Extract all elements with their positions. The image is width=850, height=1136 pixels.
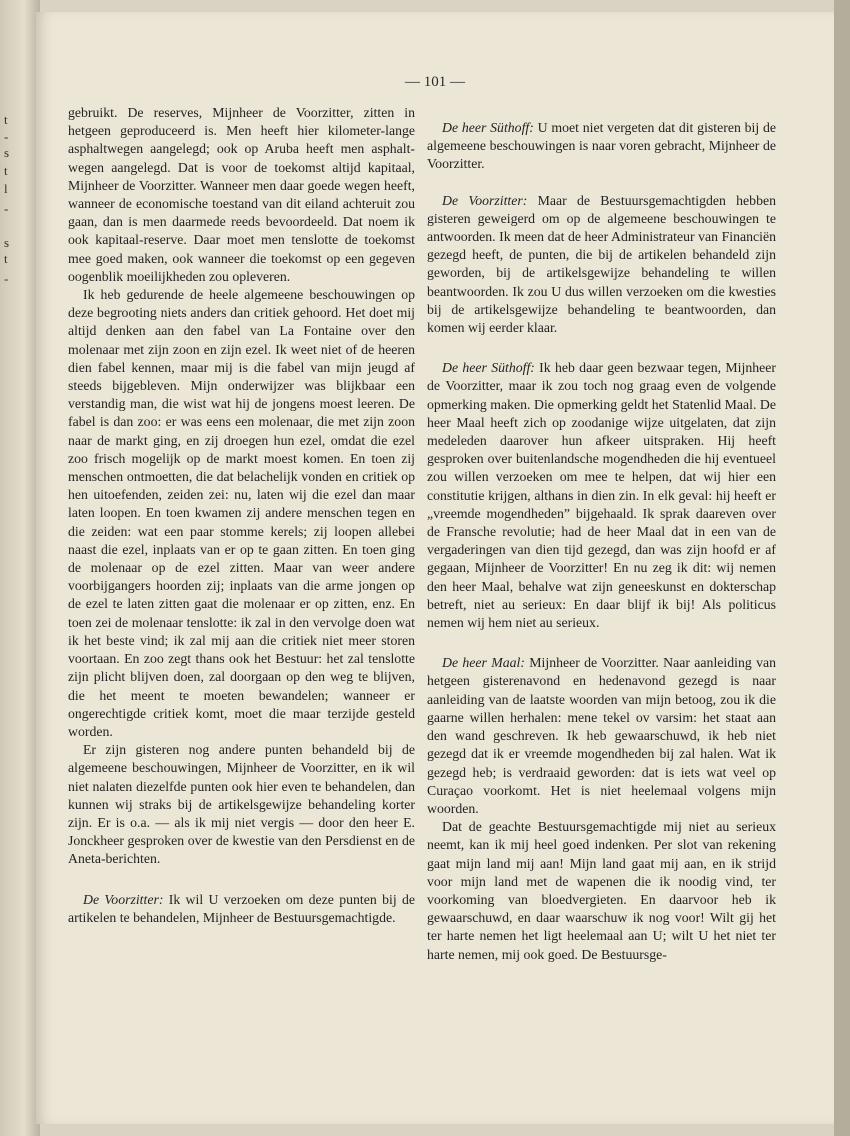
margin-fragment: t: [4, 251, 8, 266]
page-number: — 101 —: [405, 74, 465, 90]
speech-paragraph: [427, 192, 776, 338]
speaker-name: De heer Maal:: [442, 655, 525, 671]
margin-fragment: -: [4, 129, 9, 144]
margin-fragment: l: [4, 181, 8, 196]
speech-text: Ik heb daar geen bezwaar tegen, Mijnheer de Voorzitter, maar ik zou toch nog graag even de volgende opmerking maken. Die opmerking geldt het Statenlid Maal. De heer Maal heeft zich op zoodanige wijze uitgelaten, dat zijn medeleden daarover hun afkeer uitspraken. Hij heeft gesproken over buitenlandsche mogendheden die hij eventueel zou willen verzoeken om mee te helpen, dat wij hier een constitutie krijgen, althans in dien zin. In elk geval: hij heeft er „vreemde mogendheden” bijgehaald. Ik sprak daareven over de Fransche revolutie; had de heer Maal dat in een van de vergaderingen van dien tijd gezegd, dan was zijn hoofd er af gegaan, Mijnheer de Voorzitter! En nu zeg ik dit: wij nemen den heer Maal, behalve wat zijn geneeskunst en dokterschap betreft, niet au serieux: En daar blijf ik bij! Als politicus nemen wij hem niet au serieux.: [427, 360, 776, 631]
speech-text: Mijnheer de Voorzitter. Naar aanleiding van hetgeen gisterenavond en hedenavond gezegd is naar aanleiding van de laatste woorden van mijn betoog, zou ik die gaarne willen herhalen: mene tekel ov varsim: het staat aan den wand geschreven. Ik heb gewaarschuwd, ik heb niet gezegd dat ik er vreemde mogendheden bij zal halen. Wat ik gezegd heb; is verdraaid geworden: dat is iets wat veel op Curaçao voorkomt. Het is niet heelemaal volgens mijn woorden.: [427, 655, 776, 816]
paragraph: Dat de geachte Bestuursgemachtigde mij niet au serieux neemt, kan ik mij heel goed indenken. Per slot van rekening gaat mijn land mij aan! Mijn land gaat mij aan, en ik strijd voor mijn land met de wapenen die ik noodig vind, ter voorkoming van bloedvergieten. En daarvoor heb ik gewaarschuwd, en daar waarschuw ik nog voor! Wilt gij het ter harte nemen het ligt heelemaal aan U; wilt U het niet ter harte nemen, mij ook goed. De Bestuursge-: [427, 819, 776, 962]
speaker-name: De heer Süthoff:: [442, 120, 534, 135]
margin-fragment: -: [4, 271, 9, 286]
speech-text: Ik wil U verzoeken om deze punten bij de artikelen te behandelen, Mijnheer de Bestuursgemachtigde.: [68, 891, 415, 925]
margin-fragment: t: [4, 112, 8, 127]
paragraph: Ik heb gedurende de heele algemeene beschouwingen op deze begrooting niets anders dan critiek gehoord. Het doet mij altijd denken aan den fabel van La Fontaine over den molenaar met zijn zoon en zijn ezel. Ik weet niet of de heeren dien fabel kennen, maar mij is die fabel van mijn jeugd af steeds bijgebleven. Mijn onderwijzer was blijkbaar een verstandig man, die wist wat hij de jongens moest leeren. De fabel is dan zoo: er was eens een molenaar, die met zijn zoon naar de markt ging, en zij droegen hun ezel, omdat die ezel zoo frisch mogelijk op de markt moest komen. En toen zij menschen ontmoetten, die dat belachelijk vonden en critiek op hen uitoefenden, zeiden zei: nu, laten wij die ezel dan maar laten loopen. En toen kwamen zij andere menschen tegen en die zeiden: wat een paar stomme kerels; zij loopen allebei naast die ezel, inplaats van er op te gaan zitten. En toen ging de molenaar op de ezel zitten. Maar van weer andere voorbijgangers hoorden zij; inplaats van die arme jongen op de ezel te laten zitten gaat die molenaar er op zitten, enz. En toen zei de molenaar tenslotte: ik zal in den vervolge doen wat ik het beste vind; ik zal mij aan die critiek niet meer storen voortaan. En zoo zegt thans ook het Bestuur: het zal tenslotte zijn plicht blijven doen, zal doorgaan op den weg te blijven, die het meent te moeten bewandelen; wanneer er ongerechtigde critiek komt, moet die maar terzijde gesteld worden.: [68, 287, 415, 739]
left-column: [68, 104, 415, 927]
speaker-name: De heer Süthoff:: [442, 360, 535, 376]
previous-page-edge: [0, 0, 40, 1136]
margin-fragment: s: [4, 235, 10, 250]
document-page: [36, 12, 834, 1124]
speech-text: U moet niet vergeten dat dit gisteren bij de algemeene beschouwingen is naar voren gebracht, Mijnheer de Voorzitter.: [427, 120, 776, 172]
speech-paragraph: [427, 119, 776, 174]
scan-background-edge: [834, 0, 850, 1136]
speech-paragraph: [68, 891, 415, 927]
margin-fragment: t: [4, 163, 8, 178]
speech-paragraph: [427, 654, 776, 818]
speaker-name: De Voorzitter:: [83, 891, 164, 907]
paragraph: gebruikt. De reserves, Mijnheer de Voorzitter, zitten in hetgeen geproduceerd is. Men heeft hier kilometer-lange asphaltwegen aangelegd; ook op Aruba heeft men asphalt-wegen aangelegd. Dat is voor de toekomst altijd kapitaal, Mijnheer de Voorzitter. Wanneer men daar goede wegen heeft, wanneer de economische toestand van dit eiland achteruit zou gaan, dan is men daarmede reeds bevoordeeld. Dat noem ik ook kapitaal-reserve. Daar moet men tenslotte de toekomst mee goed maken, ook wanneer die toekomst op een gegeven oogenblik moeilijkheden zou opleveren.: [68, 105, 415, 284]
speech-text: Maar de Bestuursgemachtigden hebben gisteren geweigerd om op de algemeene beschouwingen te antwoorden. Ik meen dat de heer Administrateur van Financiën gezegd heeft, de punten, die bij de artikelen behandeld zijn geworden, bij de artikelsgewijze behandeling te willen beantwoorden. Ik zou U dus willen verzoeken om die kwesties bij de artikelsgewijze behandeling te beantwoorden, dan komen wij eerder klaar.: [427, 192, 776, 336]
margin-fragment: s: [4, 145, 10, 160]
speaker-name: De Voorzitter:: [442, 192, 528, 208]
paragraph: Er zijn gisteren nog andere punten behandeld bij de algemeene beschouwingen, Mijnheer de Voorzitter, en ik wil niet nalaten diezelfde punten ook hier even te behandelen, dan kunnen wij straks bij de artikelsgewijze behandeling korter zijn. Er is o.a. — als ik mij niet vergis — door den heer E. Jonckheer gesproken over de kwestie van den Persdienst en de Aneta-berichten.: [68, 742, 415, 867]
margin-fragment: -: [4, 201, 9, 216]
speech-paragraph: [427, 359, 776, 632]
right-column: [427, 119, 776, 964]
